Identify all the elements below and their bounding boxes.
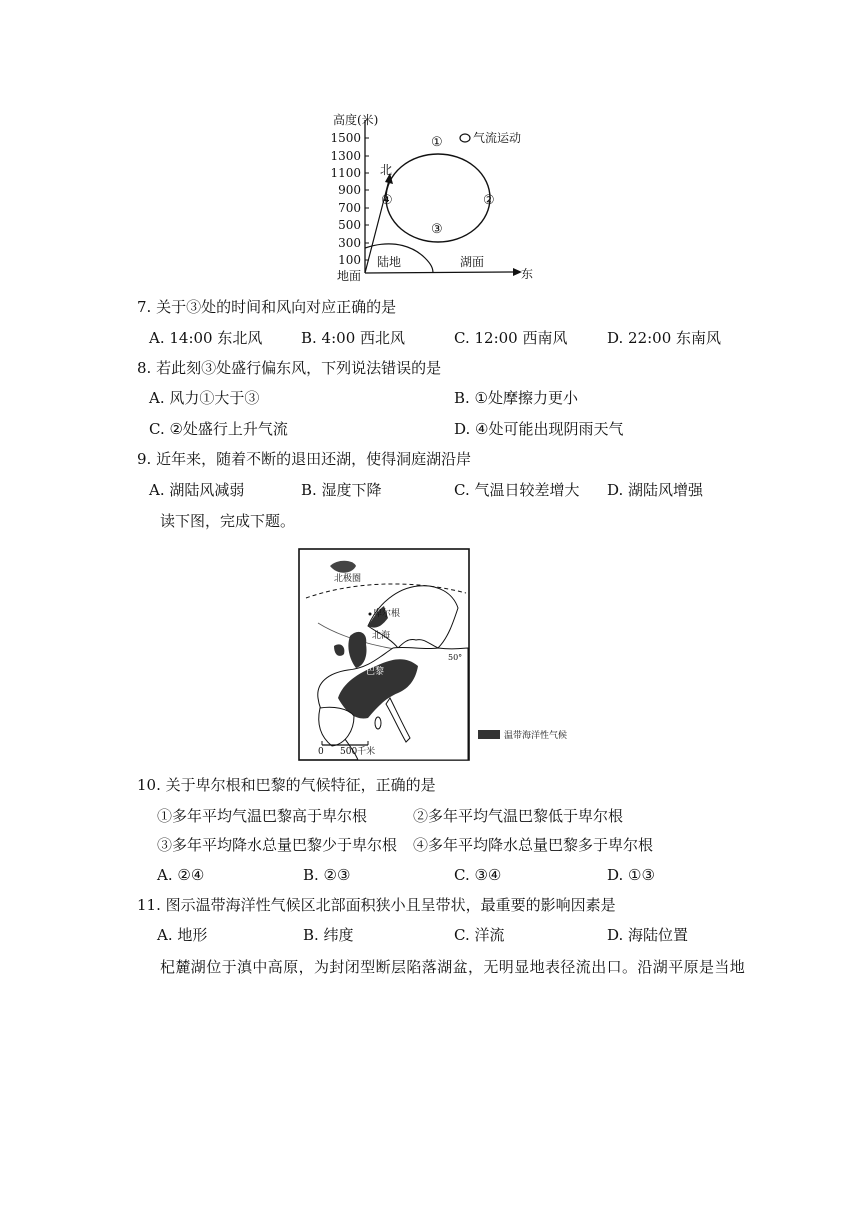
y-tick-ground: 地面	[336, 269, 361, 283]
q9-option-b: B. 湿度下降	[301, 481, 382, 499]
q8-stem: 8. 若此刻③处盛行偏东风，下列说法错误的是	[137, 359, 442, 377]
q9-option-d: D. 湖陆风增强	[607, 481, 704, 499]
lake-label: 湖面	[460, 255, 485, 269]
q11-option-b: B. 纬度	[303, 926, 354, 944]
q11-stem: 11. 图示温带海洋性气候区北部面积狭小且呈带状，最重要的影响因素是	[137, 896, 616, 914]
y-tick: 300	[338, 236, 361, 250]
q8-option-c: C. ②处盛行上升气流	[149, 420, 288, 438]
bergen-dot	[369, 613, 372, 616]
east-label: 东	[521, 267, 534, 281]
city-paris-label: 巴黎	[366, 667, 385, 677]
sea-label: 北海	[372, 631, 391, 641]
arctic-circle-label: 北极圈	[334, 574, 362, 584]
q10-statement-1: ①多年平均气温巴黎高于卑尔根	[157, 807, 368, 825]
q8-option-b: B. ①处摩擦力更小	[454, 389, 579, 407]
land-label: 陆地	[377, 255, 402, 269]
scale-label: 500千米	[340, 747, 376, 757]
y-tick: 1500	[330, 131, 361, 145]
y-tick: 700	[338, 201, 361, 215]
y-tick: 1300	[330, 149, 361, 163]
q7-option-c: C. 12:00 西南风	[454, 329, 568, 347]
q10-option-a: A. ②④	[157, 866, 205, 884]
q11-option-a: A. 地形	[157, 926, 208, 944]
scale-zero: 0	[318, 747, 324, 757]
q9-stem: 9. 近年来，随着不断的退田还湖，使得洞庭湖沿岸	[137, 450, 472, 468]
q10-stem: 10. 关于卑尔根和巴黎的气候特征，正确的是	[137, 776, 436, 794]
marker-2: ②	[483, 193, 495, 208]
q11-option-c: C. 洋流	[454, 926, 505, 944]
q9-option-c: C. 气温日较差增大	[454, 481, 580, 499]
instruction: 读下图，完成下题。	[160, 512, 296, 530]
marker-4: ④	[381, 193, 393, 208]
q7-option-b: B. 4:00 西北风	[301, 329, 406, 347]
q10-option-d: D. ①③	[607, 866, 655, 884]
q9-option-a: A. 湖陆风减弱	[149, 481, 245, 499]
q10-option-b: B. ②③	[303, 866, 351, 884]
legend-label: 气流运动	[473, 131, 522, 145]
q10-option-c: C. ③④	[454, 866, 502, 884]
q10-statement-3: ③多年平均降水总量巴黎少于卑尔根	[157, 836, 398, 854]
y-tick: 1100	[330, 166, 361, 180]
north-label: 北	[380, 163, 393, 177]
legend-swatch	[478, 730, 500, 739]
marker-3: ③	[431, 222, 443, 237]
q7-option-a: A. 14:00 东北风	[149, 329, 263, 347]
q8-option-d: D. ④处可能出现阴雨天气	[454, 420, 624, 438]
city-bergen-label: 卑尔根	[373, 609, 401, 619]
marker-1: ①	[431, 135, 443, 150]
latitude-label: 50°	[448, 653, 463, 662]
lake-breeze-diagram	[325, 108, 540, 288]
q8-option-a: A. 风力①大于③	[149, 389, 260, 407]
europe-climate-map	[298, 548, 603, 762]
y-axis-title: 高度(米)	[333, 113, 379, 127]
q7-stem: 7. 关于③处的时间和风向对应正确的是	[137, 298, 397, 316]
passage-text: 杞麓湖位于滇中高原，为封闭型断层陷落湖盆，无明显地表径流出口。沿湖平原是当地	[160, 958, 746, 976]
map-legend-label: 温带海洋性气候	[504, 731, 568, 741]
y-tick: 100	[338, 253, 361, 267]
y-tick: 900	[338, 183, 361, 197]
q10-statement-4: ④多年平均降水总量巴黎多于卑尔根	[413, 836, 654, 854]
y-tick: 500	[338, 218, 361, 232]
q10-statement-2: ②多年平均气温巴黎低于卑尔根	[413, 807, 624, 825]
q11-option-d: D. 海陆位置	[607, 926, 689, 944]
legend-ellipse-icon	[460, 134, 470, 142]
q7-option-d: D. 22:00 东南风	[607, 329, 722, 347]
